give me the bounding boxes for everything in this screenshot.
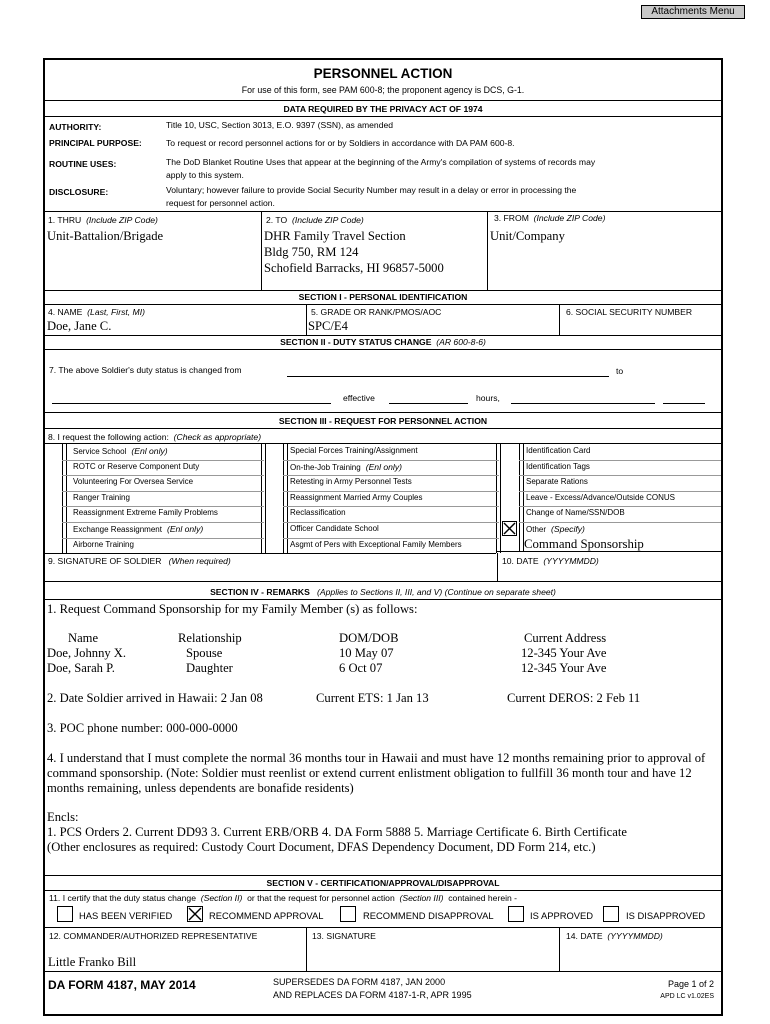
- family-header-address: Current Address: [524, 631, 607, 645]
- supersedes-line1: SUPERSEDES DA FORM 4187, JAN 2000: [273, 977, 446, 987]
- action-col3-item[interactable]: [526, 462, 590, 471]
- action-label: Reassignment Extreme Family Problems: [73, 508, 218, 518]
- disclosure-text-2: request for personnel action.: [166, 198, 275, 208]
- cert-option-label: RECOMMEND APPROVAL: [209, 910, 324, 921]
- duty-status-text: 7. The above Soldier's duty status is changed from: [49, 365, 242, 375]
- family-2-address: 12-345 Your Ave: [521, 661, 607, 675]
- action-label: Identification Tags: [526, 461, 590, 471]
- action-label: Retesting in Army Personnel Tests: [290, 477, 412, 487]
- remark-2-ets: Current ETS: 1 Jan 13: [316, 691, 429, 705]
- action-col2-item[interactable]: [290, 508, 346, 517]
- page-number: Page 1 of 2: [667, 979, 714, 989]
- action-hint: (Enl only): [166, 524, 204, 534]
- cert-option-label: IS DISAPPROVED: [626, 910, 706, 921]
- section-1-heading: SECTION I - PERSONAL IDENTIFICATION: [298, 292, 468, 302]
- action-col3-item[interactable]: [526, 508, 625, 517]
- action-col3-item[interactable]: [526, 446, 590, 455]
- action-col1-item[interactable]: [73, 508, 218, 517]
- item-11-text: 11. I certify that the duty status change (Section II) or that the request for personnel action (Section III) contained herein -: [49, 893, 518, 903]
- family-2-name: Doe, Sarah P.: [47, 661, 115, 675]
- family-1-dob: 10 May 07: [339, 646, 394, 660]
- remark-4-line3: months remaining, unless dependents are bonafide residents): [47, 781, 354, 795]
- action-col1-item[interactable]: [73, 462, 199, 471]
- to-field-line1[interactable]: DHR Family Travel Section: [264, 229, 406, 243]
- action-col1-item[interactable]: [73, 524, 203, 534]
- to-label: 2. TO (Include ZIP Code): [266, 215, 364, 225]
- authority-text: Title 10, USC, Section 3013, E.O. 9397 (SSN), as amended: [166, 120, 394, 130]
- name-label: 4. NAME (Last, First, MI): [48, 307, 145, 317]
- cert-option-label: HAS BEEN VERIFIED: [79, 910, 173, 921]
- action-label: Asgmt of Pers with Exceptional Family Members: [290, 539, 462, 549]
- action-label: Special Forces Training/Assignment: [290, 446, 418, 455]
- family-header-dob: DOM/DOB: [339, 631, 399, 645]
- cert-option-checkbox[interactable]: [340, 906, 356, 922]
- routine-uses-text: The DoD Blanket Routine Uses that appear at the beginning of the Army's compilation of systems of records may: [166, 157, 596, 167]
- action-label: Identification Card: [526, 446, 591, 455]
- action-col2-item[interactable]: [290, 524, 379, 533]
- hours-extra-field[interactable]: [663, 403, 705, 404]
- action-label: Separate Rations: [526, 477, 588, 487]
- attachments-menu-button[interactable]: Attachments Menu: [641, 5, 745, 19]
- action-label: Other: [526, 525, 547, 534]
- action-label: Ranger Training: [73, 492, 130, 502]
- action-col1-item[interactable]: [73, 446, 168, 456]
- routine-uses-text-2: apply to this system.: [166, 170, 244, 180]
- family-1-relationship: Spouse: [186, 646, 223, 660]
- cert-option-checkbox[interactable]: [187, 906, 203, 922]
- action-col2-item[interactable]: [290, 493, 423, 502]
- remark-1: 1. Request Command Sponsorship for my Family Member (s) as follows:: [47, 602, 418, 616]
- commander-field[interactable]: Little Franko Bill: [48, 955, 137, 969]
- action-col2-item[interactable]: [290, 477, 412, 486]
- remark-2-deros: Current DEROS: 2 Feb 11: [507, 691, 641, 705]
- action-col3-item[interactable]: [526, 477, 588, 486]
- item-10-date-label: 10. DATE (YYYYMMDD): [502, 556, 599, 566]
- cert-option-checkbox[interactable]: [57, 906, 73, 922]
- to-word: to: [616, 366, 624, 376]
- hours-field[interactable]: [511, 403, 655, 404]
- action-label: Volunteering For Oversea Service: [73, 477, 194, 487]
- checked-x-icon[interactable]: [502, 521, 517, 536]
- cert-option-label: IS APPROVED: [530, 910, 594, 921]
- supersedes-line2: AND REPLACES DA FORM 4187-1-R, APR 1995: [273, 990, 472, 1000]
- action-col3-item[interactable]: [526, 524, 585, 534]
- name-field[interactable]: Doe, Jane C.: [47, 319, 112, 333]
- duty-status-from-field[interactable]: [287, 376, 609, 377]
- from-label: 3. FROM (Include ZIP Code): [494, 213, 606, 223]
- soldier-signature-label: 9. SIGNATURE OF SOLDIER (When required): [48, 556, 231, 566]
- action-col2-item[interactable]: [290, 462, 402, 472]
- section-3-heading: SECTION III - REQUEST FOR PERSONNEL ACTION: [278, 416, 488, 426]
- thru-field[interactable]: Unit-Battalion/Brigade: [47, 229, 164, 243]
- action-hint: (Enl only): [365, 461, 402, 472]
- form-id: DA FORM 4187, MAY 2014: [48, 978, 196, 992]
- authority-label: AUTHORITY:: [49, 122, 102, 132]
- effective-word: effective: [343, 393, 375, 403]
- grade-field[interactable]: SPC/E4: [308, 319, 348, 333]
- grade-label: 5. GRADE OR RANK/PMOS/AOC: [311, 307, 442, 317]
- signature-label: 13. SIGNATURE: [312, 931, 376, 941]
- remark-2-arrival: 2. Date Soldier arrived in Hawaii: 2 Jan 08: [47, 691, 263, 705]
- action-label: Leave - Excess/Advance/Outside CONUS: [526, 492, 675, 502]
- enclosures-line1: 1. PCS Orders 2. Current DD93 3. Current ERB/ORB 4. DA Form 5888 5. Marriage Certificate 6. Birth Certificate: [47, 825, 627, 839]
- disclosure-text: Voluntary; however failure to provide Social Security Number may result in a delay or error in processing the: [166, 185, 577, 195]
- action-col1-item[interactable]: [73, 493, 130, 502]
- privacy-act-heading: DATA REQUIRED BY THE PRIVACY ACT OF 1974: [283, 104, 483, 114]
- action-col2-item[interactable]: [290, 540, 462, 549]
- action-hint: (Specify): [551, 524, 585, 534]
- action-label: ROTC or Reserve Component Duty: [73, 461, 200, 471]
- action-col1-item[interactable]: [73, 540, 134, 549]
- from-field[interactable]: Unit/Company: [490, 229, 565, 243]
- purpose-text: To request or record personnel actions for or by Soldiers in accordance with DA PAM 600-8.: [166, 138, 515, 148]
- family-1-address: 12-345 Your Ave: [521, 646, 607, 660]
- to-field-line2[interactable]: Bldg 750, RM 124: [264, 245, 359, 259]
- cert-option-label: RECOMMEND DISAPPROVAL: [363, 910, 494, 921]
- action-label: Reassignment Married Army Couples: [290, 492, 423, 502]
- purpose-label: PRINCIPAL PURPOSE:: [49, 138, 142, 148]
- cert-option-checkbox[interactable]: [508, 906, 524, 922]
- effective-date-field[interactable]: [389, 403, 468, 404]
- action-col3-item[interactable]: [526, 493, 675, 502]
- ssn-label: 6. SOCIAL SECURITY NUMBER: [566, 307, 693, 317]
- remark-4-line1: 4. I understand that I must complete the normal 36 months tour in Hawaii and must have 12 months remaining prior to approval of: [47, 751, 706, 765]
- section-4-heading: SECTION IV - REMARKS (Applies to Sections II, III, and V) (Continue on separate sheet): [210, 587, 556, 597]
- form-title: PERSONNEL ACTION: [313, 66, 453, 81]
- action-label: Reclassification: [290, 508, 346, 518]
- action-col2-item[interactable]: [290, 446, 418, 455]
- family-header-name: Name: [68, 631, 99, 645]
- action-label: Exchange Reassignment: [73, 525, 162, 534]
- form-subtitle: For use of this form, see PAM 600-8; the proponent agency is DCS, G-1.: [241, 85, 525, 95]
- routine-uses-label: ROUTINE USES:: [49, 159, 117, 169]
- action-hint: (Enl only): [131, 446, 168, 456]
- action-label: Airborne Training: [73, 539, 134, 549]
- other-specify-field[interactable]: Command Sponsorship: [524, 537, 644, 551]
- family-header-relationship: Relationship: [178, 631, 242, 645]
- commander-label: 12. COMMANDER/AUTHORIZED REPRESENTATIVE: [49, 931, 258, 941]
- family-2-relationship: Daughter: [186, 661, 233, 675]
- hours-word: hours,: [476, 393, 500, 403]
- item-8-label: 8. I request the following action: (Check as appropriate): [48, 432, 262, 442]
- enclosures-label: Encls:: [47, 810, 79, 824]
- action-col1-item[interactable]: [73, 477, 193, 486]
- to-field-line3[interactable]: Schofield Barracks, HI 96857-5000: [264, 261, 444, 275]
- action-label: Change of Name/SSN/DOB: [526, 508, 625, 518]
- duty-status-to-field[interactable]: [52, 403, 331, 404]
- thru-label: 1. THRU (Include ZIP Code): [48, 215, 158, 225]
- action-label: Officer Candidate School: [290, 524, 379, 533]
- family-2-dob: 6 Oct 07: [339, 661, 383, 675]
- section-5-heading: SECTION V - CERTIFICATION/APPROVAL/DISAPPROVAL: [266, 878, 500, 888]
- remark-4-line2: command sponsorship. (Note: Soldier must reenlist or extend current enlistment obligation to fullfill 36 month tour and have 12: [47, 766, 692, 780]
- cert-option-checkbox[interactable]: [603, 906, 619, 922]
- section-2-heading: SECTION II - DUTY STATUS CHANGE (AR 600-8-6): [280, 337, 486, 347]
- family-1-name: Doe, Johnny X.: [47, 646, 127, 660]
- enclosures-line2: (Other enclosures as required: Custody Court Document, DFAS Dependency Document, DD Form 214, etc.): [47, 840, 596, 854]
- date-14-label: 14. DATE (YYYYMMDD): [566, 931, 663, 941]
- remark-3: 3. POC phone number: 000-000-0000: [47, 721, 238, 735]
- action-label: Service School: [73, 447, 127, 456]
- disclosure-label: DISCLOSURE:: [49, 187, 109, 197]
- form-version: APD LC v1.02ES: [660, 993, 714, 1000]
- action-label: On-the-Job Training: [290, 462, 361, 472]
